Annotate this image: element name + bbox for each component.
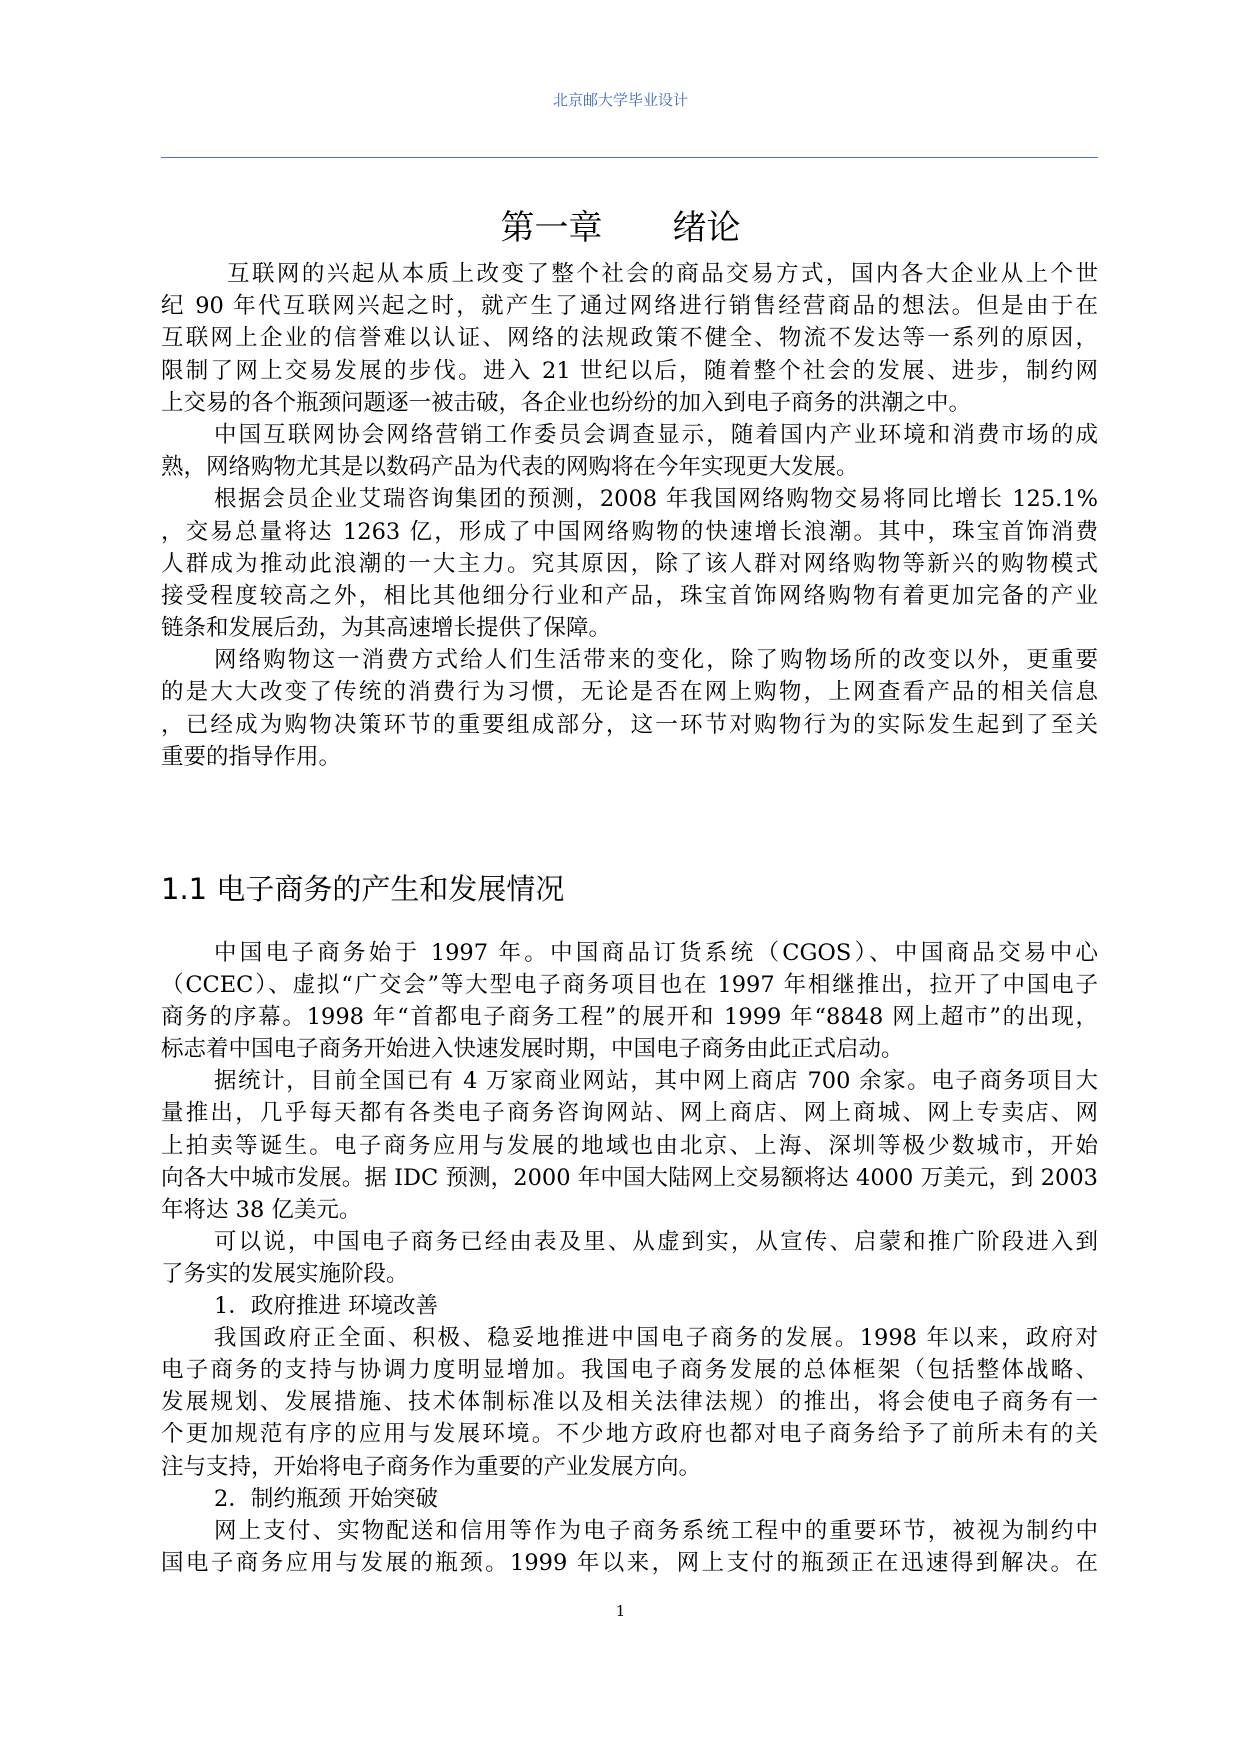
body-line: 电子商务的支持与协调力度明显增加。我国电子商务发展的总体框架（包括整体战略、 bbox=[161, 1357, 1098, 1384]
body-line: 接受程度较高之外，相比其他细分行业和产品，珠宝首饰网络购物有着更加完备的产业 bbox=[161, 582, 1098, 609]
body-line: 标志着中国电子商务开始进入快速发展时期，中国电子商务由此正式启动。 bbox=[161, 1036, 904, 1063]
body-line: 上交易的各个瓶颈问题逐一被击破，各企业也纷纷的加入到电子商务的洪潮之中。 bbox=[161, 389, 972, 416]
body-line: 根据会员企业艾瑞咨询集团的预测，2008 年我国网络购物交易将同比增长 125.1% bbox=[214, 486, 1098, 513]
section-text bbox=[161, 937, 1098, 1579]
page-number: 1 bbox=[615, 1602, 626, 1620]
body-line: （CCEC）、虚拟“广交会”等大型电子商务项目也在 1997 年相继推出，拉开了中国电子 bbox=[161, 972, 1098, 999]
paragraph bbox=[161, 419, 1098, 483]
header-rule bbox=[161, 157, 1098, 158]
body-line: 商务的序幕。1998 年“首都电子商务工程”的展开和 1999 年“8848 网上超市”的出现， bbox=[161, 1004, 1098, 1031]
paragraph bbox=[161, 937, 1098, 1065]
paragraph bbox=[161, 1065, 1098, 1225]
body-line: 量推出，几乎每天都有各类电子商务咨询网站、网上商店、网上商城、网上专卖店、网 bbox=[161, 1100, 1098, 1127]
chapter-title bbox=[0, 206, 1241, 250]
body-line: 互联网上企业的信誉难以认证、网络的法规政策不健全、物流不发达等一系列的原因， bbox=[161, 325, 1098, 352]
section-heading: 1.1 电子商务的产生和发展情况 bbox=[161, 872, 565, 906]
chapter-number: 第一章 bbox=[500, 208, 603, 248]
body-line: 我国政府正全面、积极、稳妥地推进中国电子商务的发展。1998 年以来，政府对 bbox=[214, 1325, 1098, 1352]
body-line: 中国电子商务始于 1997 年。中国商品订货系统（CGOS）、中国商品交易中心 bbox=[214, 940, 1098, 966]
paragraph bbox=[161, 644, 1098, 773]
body-line: 链条和发展后劲，为其高速增长提供了保障。 bbox=[161, 615, 612, 642]
body-line: 国电子商务应用与发展的瓶颈。1999 年以来，网上支付的瓶颈正在迅速得到解决。在 bbox=[161, 1549, 1098, 1576]
body-line: 人群成为推动此浪潮的一大主力。究其原因，除了该人群对网络购物等新兴的购物模式 bbox=[161, 550, 1098, 577]
body-line: 的是大大改变了传统的消费行为习惯，无论是否在网上购物，上网查看产品的相关信息 bbox=[161, 679, 1098, 706]
paragraph bbox=[161, 1226, 1098, 1290]
paragraph bbox=[161, 483, 1098, 644]
body-line: 年将达 38 亿美元。 bbox=[161, 1196, 362, 1223]
body-line: 发展规划、发展措施、技术体制标准以及相关法律法规）的推出，将会使电子商务有一 bbox=[161, 1389, 1098, 1416]
body-line: 网上支付、实物配送和信用等作为电子商务系统工程中的重要环节，被视为制约中 bbox=[214, 1517, 1098, 1544]
paragraph bbox=[161, 1322, 1098, 1482]
body-line: 重要的指导作用。 bbox=[161, 743, 342, 770]
body-line: 注与支持，开始将电子商务作为重要的产业发展方向。 bbox=[161, 1453, 702, 1480]
running-header: 北京邮大学毕业设计 bbox=[552, 91, 688, 109]
intro-text bbox=[161, 258, 1098, 773]
body-line: 限制了网上交易发展的步伐。进入 21 世纪以后，随着整个社会的发展、进步，制约网 bbox=[161, 357, 1098, 384]
body-line: 向各大中城市发展。据 IDC 预测，2000 年中国大陆网上交易额将达 4000 万美元，到 2003 bbox=[161, 1164, 1098, 1191]
body-line: ，已经成为购物决策环节的重要组成部分，这一环节对购物行为的实际发生起到了至关 bbox=[161, 711, 1098, 738]
paragraph bbox=[161, 1515, 1098, 1579]
body-line: 熟，网络购物尤其是以数码产品为代表的网购将在今年实现更大发展。 bbox=[161, 454, 859, 481]
chapter-name: 绪论 bbox=[672, 208, 741, 248]
body-line: 上拍卖等诞生。电子商务应用与发展的地域也由北京、上海、深圳等极少数城市，开始 bbox=[161, 1132, 1098, 1159]
body-line: 据统计，目前全国已有 4 万家商业网站，其中网上商店 700 余家。电子商务项目大 bbox=[214, 1068, 1098, 1095]
body-line: 互联网的兴起从本质上改变了整个社会的商品交易方式，国内各大企业从上个世 bbox=[227, 261, 1098, 287]
body-line: 纪 90 年代互联网兴起之时，就产生了通过网络进行销售经营商品的想法。但是由于在 bbox=[161, 293, 1098, 320]
paragraph bbox=[161, 1290, 1098, 1322]
body-line: ，交易总量将达 1263 亿，形成了中国网络购物的快速增长浪潮。其中，珠宝首饰消费 bbox=[161, 518, 1098, 545]
paragraph bbox=[161, 258, 1098, 419]
body-line: 了务实的发展实施阶段。 bbox=[161, 1260, 409, 1287]
paragraph bbox=[161, 1483, 1098, 1515]
body-line: 中国互联网协会网络营销工作委员会调查显示，随着国内产业环境和消费市场的成 bbox=[214, 421, 1098, 448]
body-line: 网络购物这一消费方式给人们生活带来的变化，除了购物场所的改变以外，更重要 bbox=[214, 647, 1098, 674]
body-line: 2．制约瓶颈 开始突破 bbox=[214, 1485, 438, 1512]
body-line: 个更加规范有序的应用与发展环境。不少地方政府也都对电子商务给予了前所未有的关 bbox=[161, 1421, 1098, 1448]
body-line: 1．政府推进 环境改善 bbox=[214, 1293, 438, 1320]
body-line: 可以说，中国电子商务已经由表及里、从虚到实，从宣传、启蒙和推广阶段进入到 bbox=[214, 1228, 1098, 1255]
